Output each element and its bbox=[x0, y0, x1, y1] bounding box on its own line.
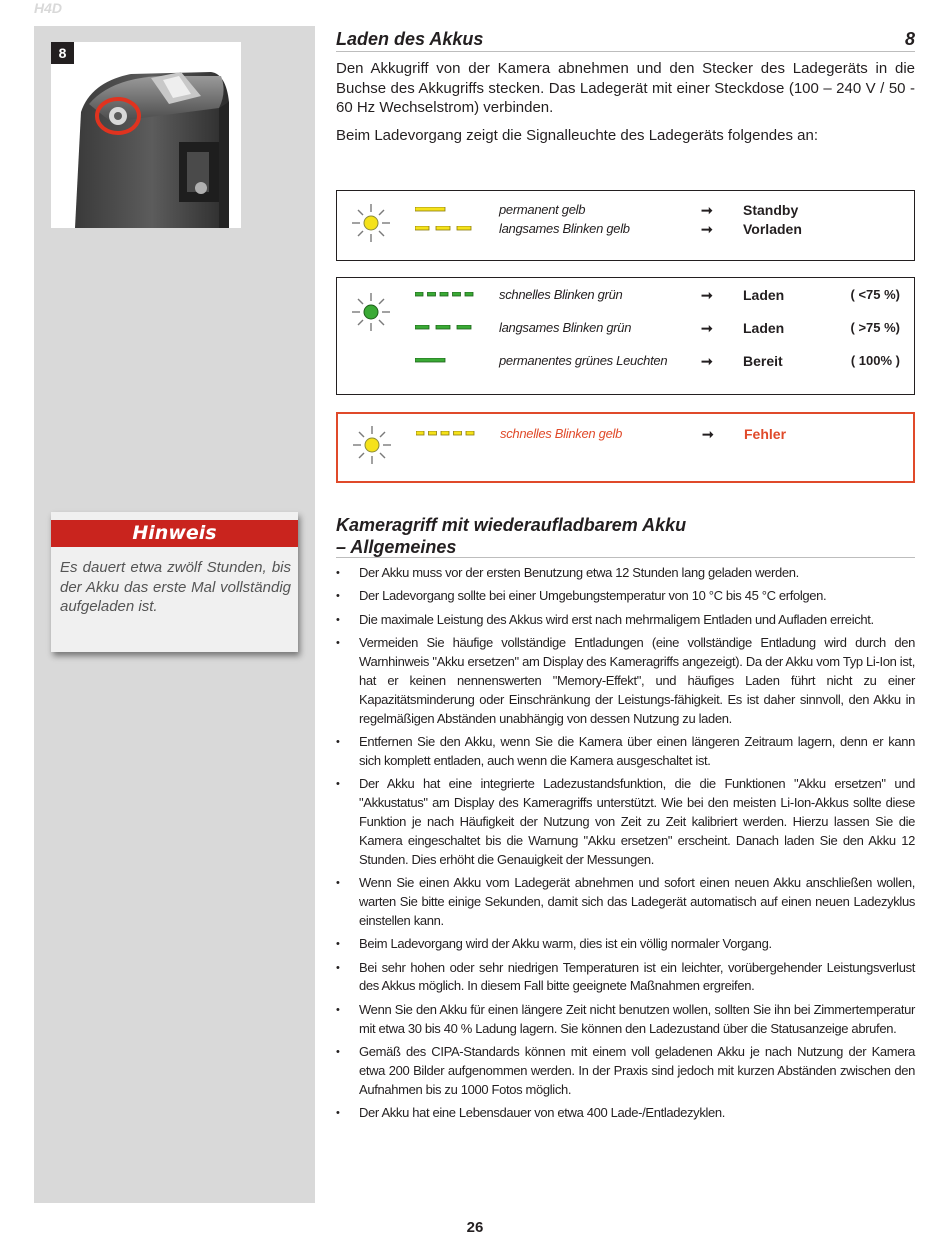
led-status: Fehler bbox=[744, 426, 787, 442]
arrow-icon: ➞ bbox=[702, 426, 714, 442]
list-item: • Wenn Sie den Akku für einen längere Zeit nicht benutzen wollen, sollten Sie ihn bei Zimmertemperatur mit etwa 30 bis 40 % Ladung lagern. Sie können den Ladezustand über die Statusanzeige abrufen. bbox=[336, 1001, 915, 1039]
list-item: • Vermeiden Sie häufige vollständige Entladungen (eine vollständige Entladung wird durch den Warnhinweis "Akku ersetzen" am Display des Kameragriffs angezeigt). Da der Akku vom Typ Li-Ion ist, hat er keinen nennenswerten "Memory-Effekt", und häufiges Laden führt nicht zu einer Kapazitätsminderung oder Einschränkung der Leistungs-fähigkeit. Es ist daher sinnvoll, den Akku in regelmäßigen Abständen unabhängig von dessen Nutzung zu laden. bbox=[336, 634, 915, 728]
led-description: schnelles Blinken gelb bbox=[500, 426, 623, 441]
led-row bbox=[337, 351, 916, 371]
intro-paragraph: Den Akkugriff von der Kamera abnehmen und den Stecker des Ladegeräts in die Buchse des Akkugriffs stecken. Das Ladegerät mit einer Steckdose (100 – 240 V / 50 - 60 Hz Wechselstrom) verbinden. bbox=[336, 60, 915, 116]
list-item: • Die maximale Leistung des Akkus wird erst nach mehrmaligem Entladen und Aufladen erreicht. bbox=[336, 611, 915, 630]
led-percentage: ( >75 %) bbox=[850, 320, 900, 335]
led-description: schnelles Blinken grün bbox=[499, 287, 623, 302]
pattern-slow-green bbox=[415, 325, 475, 331]
section-title-general bbox=[336, 514, 915, 558]
led-table-error bbox=[336, 412, 915, 483]
list-item: • Der Ladevorgang sollte bei einer Umgebungstemperatur von 10 °C bis 45 °C erfolgen. bbox=[336, 587, 915, 606]
section-title-line1: Kameragriff mit wiederaufladbarem Akku bbox=[336, 515, 687, 535]
header-label: H4D bbox=[34, 0, 63, 16]
note-box bbox=[51, 512, 298, 652]
note-text: Es dauert etwa zwölf Stunden, bis der Akku das erste Mal vollständig aufgeladen ist. bbox=[60, 559, 291, 615]
led-status: Laden bbox=[743, 320, 785, 336]
list-item: • Der Akku hat eine Lebensdauer von etwa 400 Lade-/Entladezyklen. bbox=[336, 1104, 915, 1123]
figure-8 bbox=[51, 42, 241, 228]
led-description: langsames Blinken grün bbox=[499, 320, 632, 335]
list-item: • Bei sehr hohen oder sehr niedrigen Temperaturen ist ein leichter, vorübergehender Leistungsverlust des Akkus möglich. In diesem Fall bitte geeignete Maßnahmen ergreifen. bbox=[336, 959, 915, 997]
led-percentage: ( 100% ) bbox=[850, 353, 900, 368]
list-item: • Der Akku hat eine integrierte Ladezustandsfunktion, die die Funktionen "Akku ersetzen" und "Akkustatus" am Display des Kameragriffs unterstützt. Wie bei den meisten Li-Ion-Akkus sollte diese Funktion je nach Häufigkeit der Nutzung von Zeit zu Zeit kalibriert werden. Hierzu lassen Sie die Kamera eingeschaltet bis die Warnung "Akku ersetzen" erscheint. Danach laden Sie den Akku 12 Stunden. Dies erhöht die Genauigkeit der Messungen. bbox=[336, 775, 915, 869]
led-description: langsames Blinken gelb bbox=[499, 221, 630, 236]
led-row bbox=[337, 200, 916, 220]
bullet-list bbox=[336, 564, 915, 1128]
led-status: Standby bbox=[743, 202, 799, 218]
arrow-icon: ➞ bbox=[701, 221, 713, 237]
led-status: Vorladen bbox=[743, 221, 802, 237]
section-title-text: Laden des Akkus bbox=[336, 29, 484, 49]
list-item: • Wenn Sie einen Akku vom Ladegerät abnehmen und sofort einen neuen Akku anschließen wollen, warten Sie bitte einige Sekunden, damit sich das Ladegerät automatisch auf einen neuen Ladezyklus einstellen kann. bbox=[336, 874, 915, 930]
pattern-slow-yellow bbox=[415, 226, 475, 232]
arrow-icon: ➞ bbox=[701, 353, 713, 369]
pattern-solid-yellow bbox=[415, 207, 475, 213]
arrow-icon: ➞ bbox=[701, 320, 713, 336]
list-item: • Der Akku muss vor der ersten Benutzung etwa 12 Stunden lang geladen werden. bbox=[336, 564, 915, 583]
led-status: Laden bbox=[743, 287, 785, 303]
led-row bbox=[338, 424, 917, 444]
section-title-charging bbox=[336, 28, 915, 52]
led-row bbox=[337, 219, 916, 239]
led-table-green bbox=[336, 277, 915, 395]
pattern-solid-green bbox=[415, 358, 475, 364]
indicator-paragraph: Beim Ladevorgang zeigt die Signalleuchte des Ladegeräts folgendes an: bbox=[336, 127, 819, 144]
section-title-line2: – Allgemeines bbox=[336, 537, 457, 557]
battery-grip-photo bbox=[51, 42, 241, 228]
figure-number: 8 bbox=[51, 42, 74, 64]
list-item: • Entfernen Sie den Akku, wenn Sie die Kamera über einen längeren Zeitraum lagern, denn er kann sich komplett entladen, auch wenn die Kamera ausgeschaltet ist. bbox=[336, 733, 915, 771]
led-row bbox=[337, 285, 916, 305]
list-item: • Beim Ladevorgang wird der Akku warm, dies ist ein völlig normaler Vorgang. bbox=[336, 935, 915, 954]
led-description: permanentes grünes Leuchten bbox=[499, 353, 668, 368]
arrow-icon: ➞ bbox=[701, 202, 713, 218]
led-row bbox=[337, 318, 916, 338]
led-percentage: ( <75 %) bbox=[850, 287, 900, 302]
led-description: permanent gelb bbox=[499, 202, 586, 217]
arrow-icon: ➞ bbox=[701, 287, 713, 303]
led-table-yellow bbox=[336, 190, 915, 261]
page-number: 26 bbox=[466, 1219, 484, 1236]
figure-reference: 8 bbox=[904, 29, 915, 49]
note-title: Hinweis bbox=[51, 520, 298, 547]
led-status: Bereit bbox=[743, 353, 783, 369]
list-item: • Gemäß des CIPA-Standards können mit einem voll geladenen Akku je nach Nutzung der Kamera etwa 200 Bilder aufgenommen werden. In der Praxis sind jedoch mit kurzen Abständen zwischen den Aufnahmen bis zu 1000 Fotos möglich. bbox=[336, 1043, 915, 1099]
pattern-fast-green bbox=[415, 292, 475, 298]
pattern-fast-yellow bbox=[416, 431, 476, 437]
